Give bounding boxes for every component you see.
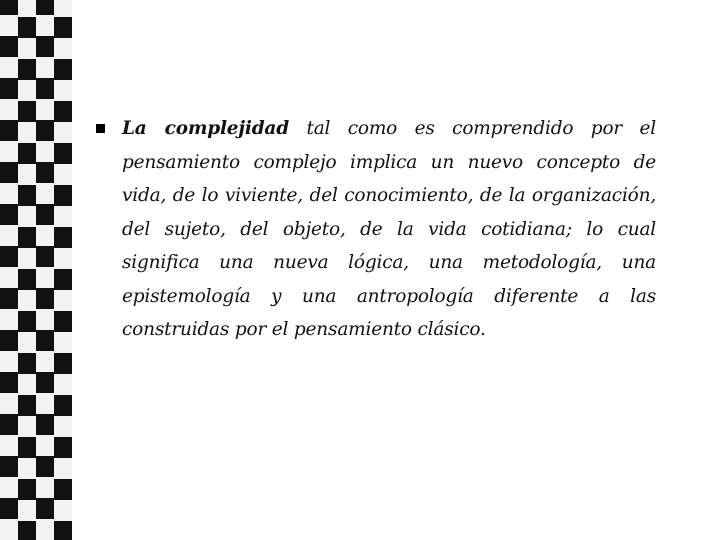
checker-square	[18, 101, 36, 122]
checkerboard-pattern	[0, 0, 72, 540]
checker-square	[18, 185, 36, 206]
checker-square	[18, 437, 36, 458]
checker-square	[0, 78, 18, 99]
checker-square	[0, 36, 18, 57]
checker-square	[36, 288, 54, 309]
checker-square	[18, 143, 36, 164]
checker-square	[54, 143, 72, 164]
checker-square	[18, 353, 36, 374]
checker-square	[36, 36, 54, 57]
checker-square	[36, 0, 54, 15]
checker-square	[54, 17, 72, 38]
checker-square	[0, 288, 18, 309]
checker-square	[54, 185, 72, 206]
checker-square	[18, 479, 36, 500]
checker-square	[0, 162, 18, 183]
checker-square	[18, 521, 36, 540]
checker-square	[0, 204, 18, 225]
checker-square	[54, 479, 72, 500]
checker-square	[0, 414, 18, 435]
checker-square	[36, 330, 54, 351]
checker-square	[36, 498, 54, 519]
bullet-body-text: tal como es comprendido por el pensamiento complejo implica un nuevo concepto de vida, de lo viviente, del conocimiento, de la organización, del sujeto, del objeto, de la vida cotidiana; lo cual significa una nueva lógica, una metodología, una epistemología y una antropología diferente a las construidas por el pensamiento clásico.	[122, 118, 656, 340]
checker-square	[18, 227, 36, 248]
bullet-paragraph	[122, 112, 656, 347]
checker-square	[54, 395, 72, 416]
checker-square	[18, 17, 36, 38]
checker-square	[0, 372, 18, 393]
checker-square	[54, 437, 72, 458]
checkerboard-decoration	[0, 0, 72, 540]
checker-square	[54, 353, 72, 374]
checker-square	[54, 101, 72, 122]
bullet-lead-term: La complejidad	[122, 118, 289, 139]
checker-square	[18, 59, 36, 80]
slide-content	[96, 112, 656, 347]
bullet-item	[96, 112, 656, 347]
checker-square	[0, 0, 18, 15]
checker-square	[18, 269, 36, 290]
checker-square	[36, 414, 54, 435]
checker-square	[0, 246, 18, 267]
checker-square	[0, 456, 18, 477]
checker-square	[36, 162, 54, 183]
checker-square	[0, 330, 18, 351]
checker-square	[0, 120, 18, 141]
checker-square	[54, 521, 72, 540]
checker-square	[36, 78, 54, 99]
checker-square	[36, 120, 54, 141]
checker-square	[36, 204, 54, 225]
checker-square	[54, 227, 72, 248]
square-bullet-icon	[96, 124, 105, 133]
checker-square	[36, 372, 54, 393]
checker-square	[36, 456, 54, 477]
checker-square	[0, 498, 18, 519]
checker-square	[54, 59, 72, 80]
checker-square	[36, 246, 54, 267]
checker-square	[18, 311, 36, 332]
checker-square	[54, 269, 72, 290]
checker-square	[54, 311, 72, 332]
checker-square	[18, 395, 36, 416]
